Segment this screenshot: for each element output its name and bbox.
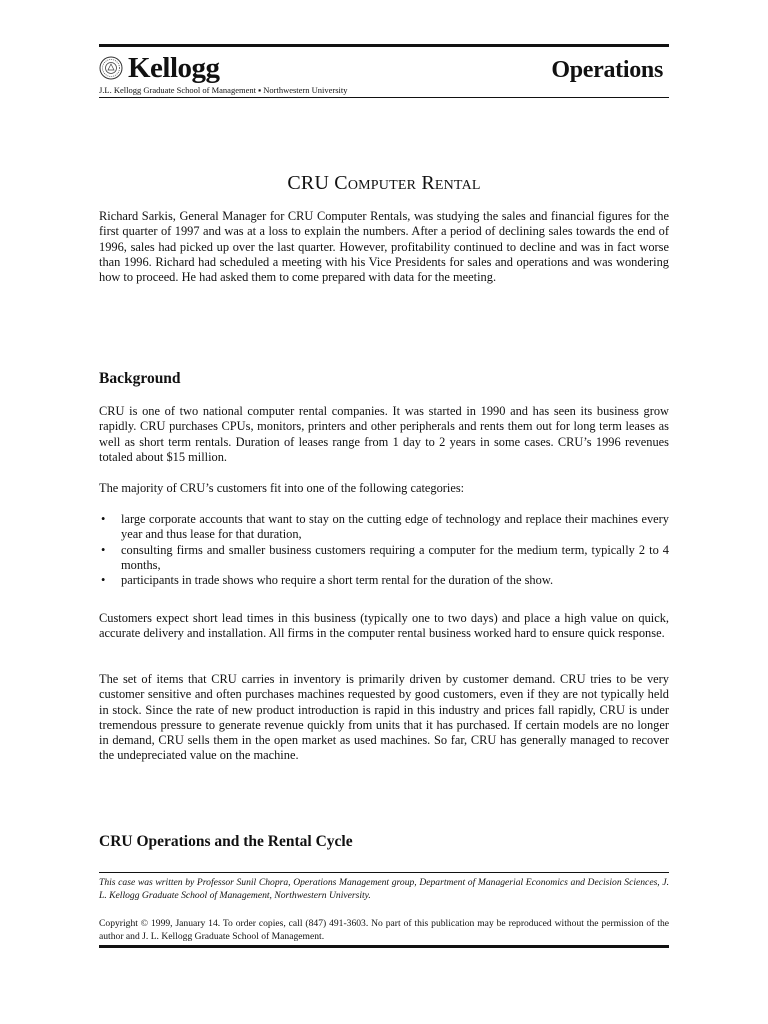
bullet-marker: • (101, 542, 106, 557)
background-paragraph-2: The majority of CRU’s customers fit into one of the following categories: (99, 481, 465, 495)
intro-paragraph: Richard Sarkis, General Manager for CRU Computer Rentals, was studying the sales and financial figures for the first quarter of 1997 and was at a loss to explain the numbers. After a period of declining sales towards the end of 1996, sales had picked up over the last quarter. However, profitability continued to decline and was in fact worse than 1996. Richard had scheduled a meeting with his Vice Presidents for sales and operations and was wondering how to proceed. He had asked them to come prepared with data for the meeting. (99, 209, 669, 285)
kellogg-logo-text: Kellogg (128, 52, 220, 84)
document-header (99, 52, 669, 86)
school-affiliation: J.L. Kellogg Graduate School of Management ▪ Northwestern University (99, 85, 348, 95)
copyright-notice: Copyright © 1999, January 14. To order copies, call (847) 491-3603. No part of this publication may be reproduced without the permission of the author and J. L. Kellogg Graduate School of Management. (99, 918, 669, 942)
list-item-text: large corporate accounts that want to stay on the cutting edge of technology and replace their machines every year and thus lease for that duration, (121, 512, 669, 542)
bullet-marker: • (101, 512, 106, 526)
customer-categories-list (99, 512, 669, 588)
document-title (99, 170, 669, 196)
background-paragraph-3: Customers expect short lead times in this business (typically one to two days) and place a high value on quick, accurate delivery and installation. All firms in the computer rental business worked hard to ensure quick response. (99, 611, 669, 641)
section-title: Operations (551, 57, 663, 83)
title-part-1: CRU C (287, 172, 348, 194)
header-bottom-rule (99, 97, 669, 98)
background-heading: Background (99, 370, 181, 387)
list-item-text: participants in trade shows who require a short term rental for the duration of the show. (121, 573, 554, 588)
background-paragraph-4: The set of items that CRU carries in inventory is primarily driven by customer demand. CRU tries to be very customer sensitive and often purchases machines requested by good customers, even if they are not typically held in stock. Since the rate of new product introduction is rapid in this industry and prices fall rapidly, CRU is under tremendous pressure to generate revenue quickly from units that it has purchased. If certain models are no longer in demand, CRU sells them in the open market as used machines. So far, CRU has generally managed to recover the undepreciated value on the machine. (99, 672, 669, 763)
footer-top-rule (99, 872, 669, 873)
title-part-3: R (416, 172, 435, 194)
list-item-text: consulting firms and smaller business customers requiring a computer for the medium term, typically 2 to 4 months, (121, 542, 669, 572)
title-part-4: ental (434, 172, 481, 194)
title-part-2: omputer (347, 172, 417, 194)
list-item (99, 512, 669, 543)
list-item (99, 573, 669, 588)
operations-heading: CRU Operations and the Rental Cycle (99, 833, 353, 850)
bullet-marker: • (101, 573, 106, 588)
footer-bottom-rule (99, 945, 669, 948)
list-item (99, 543, 669, 574)
header-top-rule (99, 44, 669, 47)
author-note: This case was written by Professor Sunil Chopra, Operations Management group, Department of Managerial Economics and Decision Sciences, J. L. Kellogg Graduate School of Management, Northwestern University. (99, 877, 669, 901)
background-paragraph-1: CRU is one of two national computer rental companies. It was started in 1990 and has seen its business grow rapidly. CRU purchases CPUs, monitors, printers and other peripherals and rents them out for long term leases as well as short term rentals. Duration of leases range from 1 day to 2 years in some cases. CRU’s 1996 revenues totaled about $15 million. (99, 404, 669, 464)
university-seal-icon (99, 56, 123, 80)
